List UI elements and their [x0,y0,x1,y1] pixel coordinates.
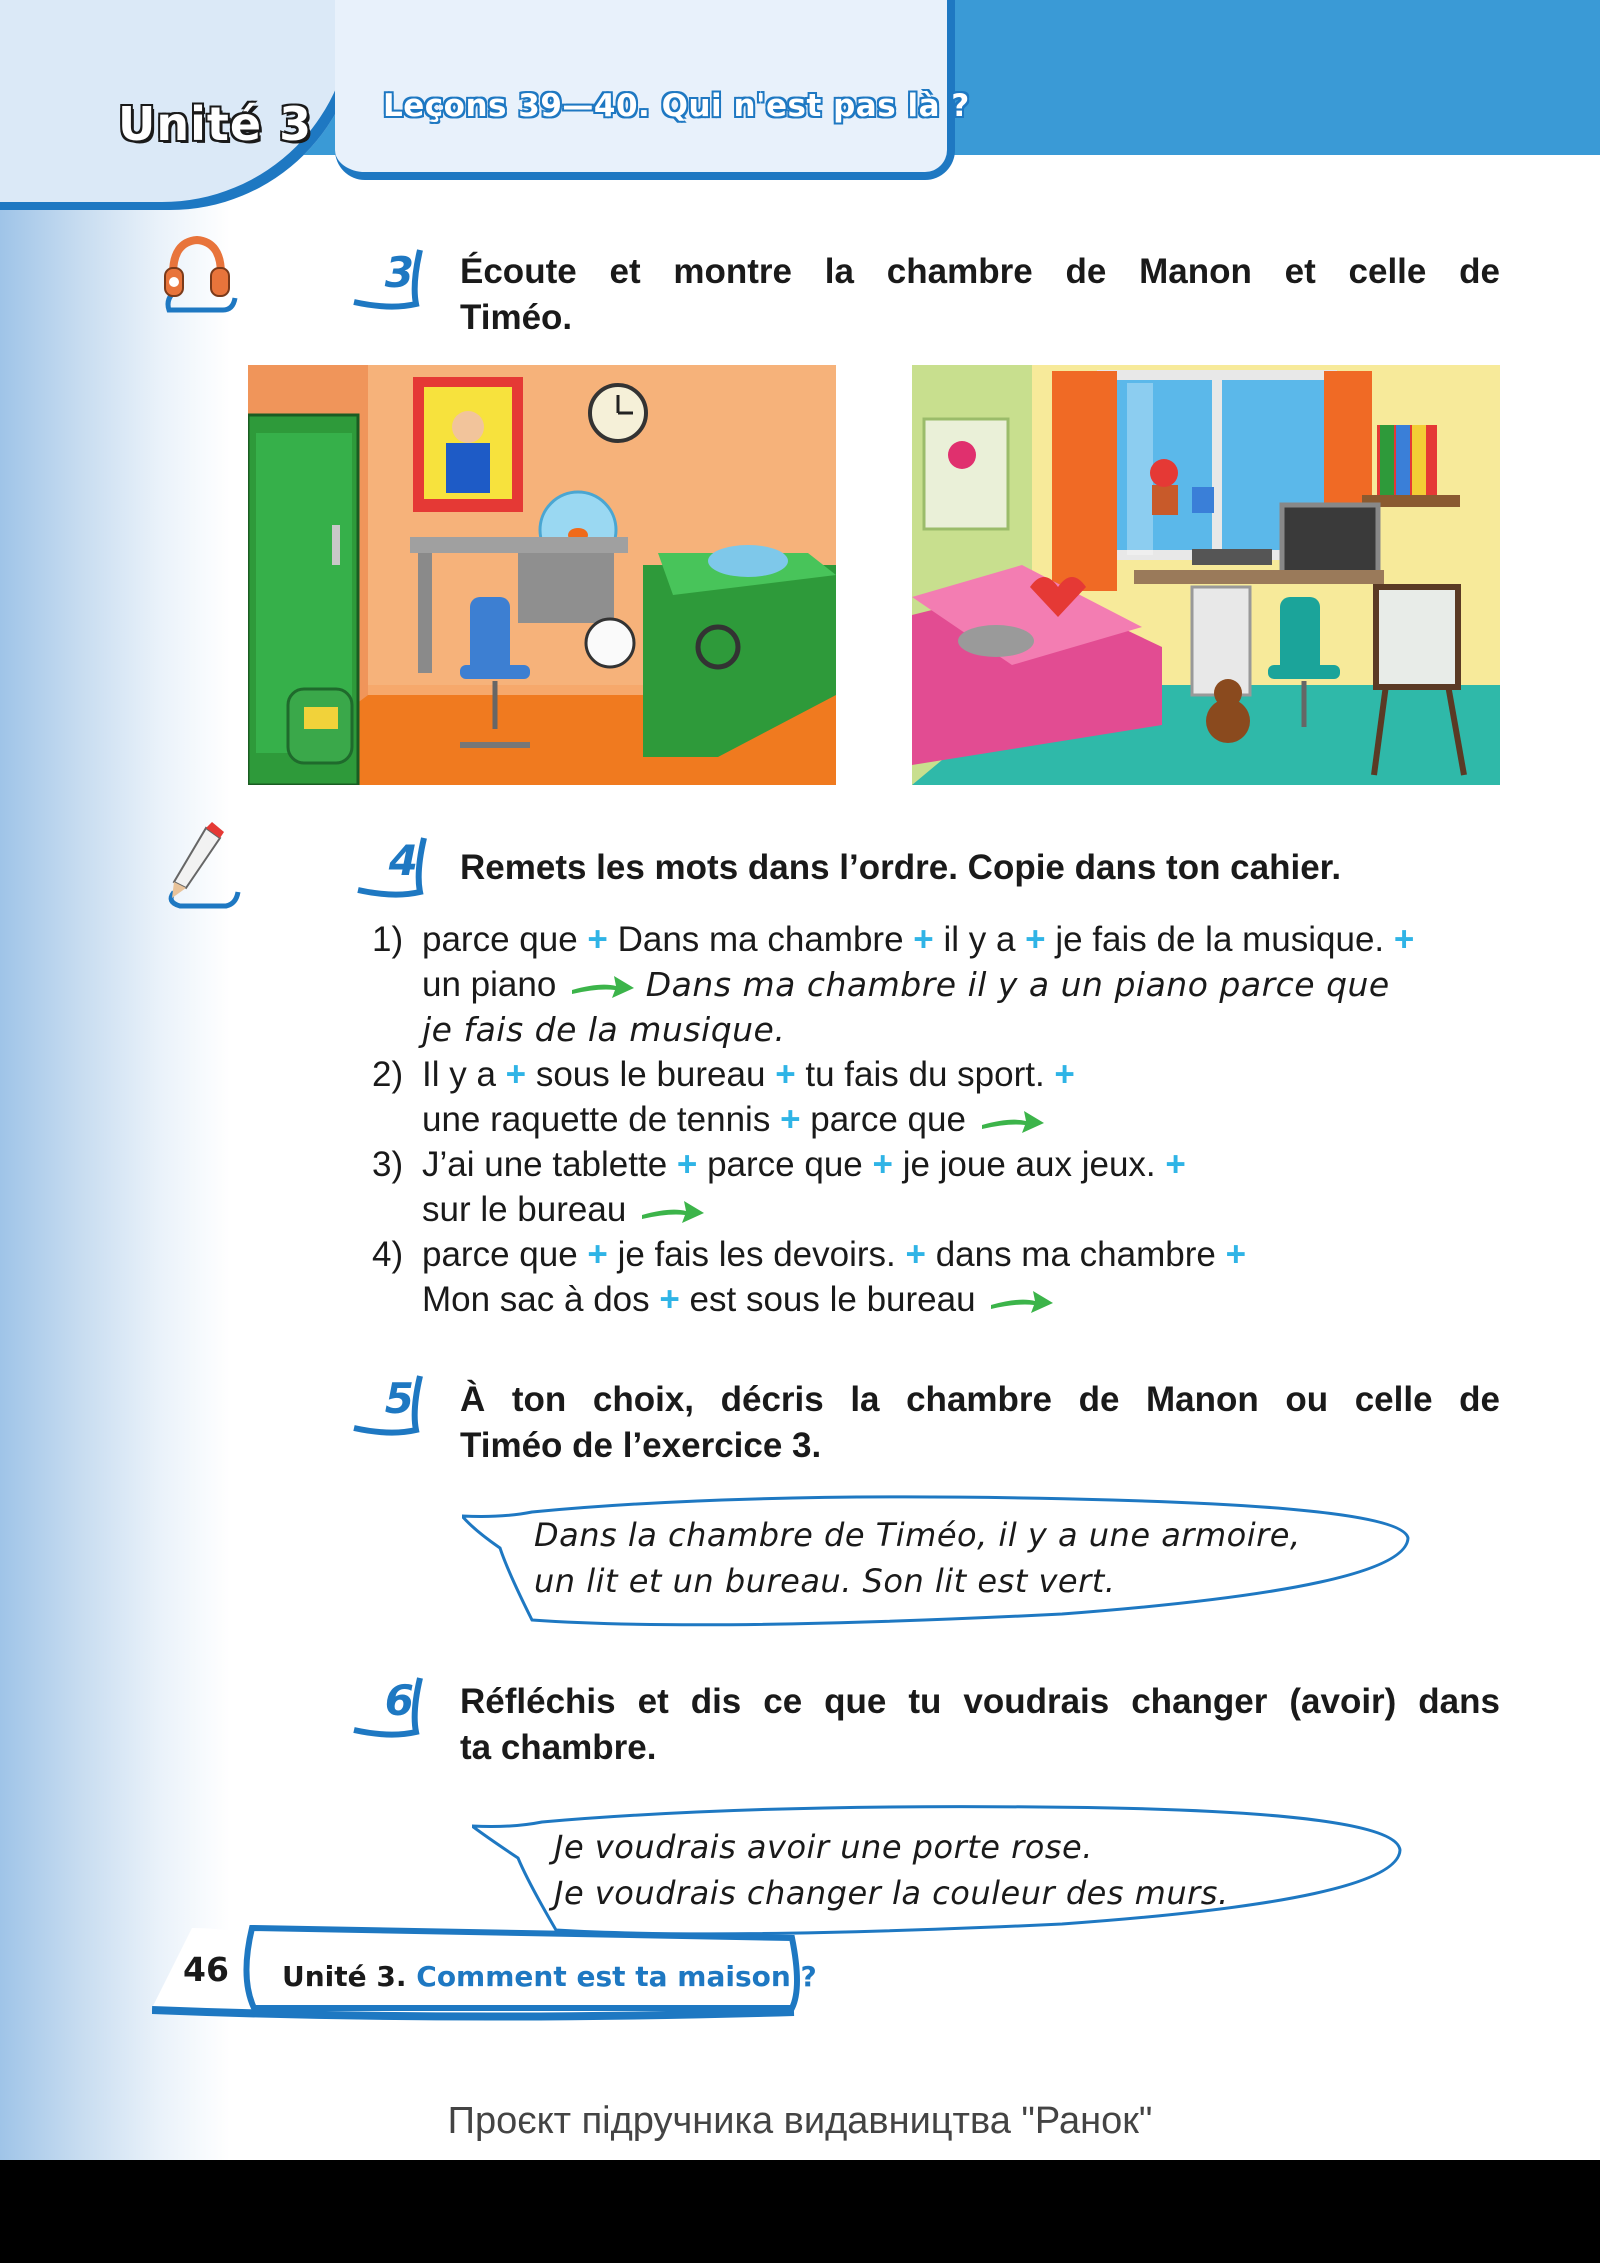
exercise-4-digit: 4 [388,836,418,885]
speech-bubble-ex5 [462,1492,1412,1628]
exercise-5-title-line2: Timéo de l’exercice 3. [460,1426,822,1465]
plus-icon: + [1054,1055,1075,1094]
plus-icon: + [1393,920,1415,959]
pencil-icon [156,820,246,910]
plus-icon: + [505,1055,527,1094]
list-item [372,1232,1502,1322]
exercise-3-digit: 3 [384,248,414,297]
item-number: 4) [372,1235,404,1274]
item-number: 3) [372,1145,404,1184]
plus-icon: + [659,1280,680,1319]
arrow-right-icon [989,1289,1055,1315]
exercise-3-title-line1: Écoute et montre la chambre de Manon et celle de [460,252,1500,291]
word-group: tu fais du sport. [805,1055,1045,1094]
word-group: est sous le bureau [689,1280,976,1319]
plus-icon: + [587,920,608,959]
word-group: je joue aux jeux. [902,1145,1156,1184]
arrow-right-icon [980,1109,1046,1135]
plus-icon: + [913,920,934,959]
word-group: parce que [707,1145,863,1184]
bubble-line: Dans la chambre de Timéo, il y a une armoire, [534,1516,1301,1554]
plus-icon: + [905,1235,926,1274]
footer-unit-label: Unité 3. [282,1960,407,1993]
page-number: 46 [183,1950,229,1989]
plus-icon: + [676,1145,698,1184]
word-group: sur le bureau [422,1190,627,1229]
word-group: il y a [943,920,1016,959]
exercise-6-title-line2: ta chambre. [460,1728,657,1767]
black-margin [0,2160,1600,2263]
manon-room-illustration [912,365,1500,785]
item-number: 1) [372,920,404,959]
exercise-5-number [350,1370,432,1440]
list-item [372,917,1502,1052]
word-group: J’ai une tablette [422,1145,668,1184]
footer-unit-title [282,1960,817,1993]
plus-icon: + [587,1235,608,1274]
list-item [372,1052,1502,1142]
plus-icon: + [1165,1145,1186,1184]
timeo-room-illustration [248,365,836,785]
exercise-4-list [372,917,1502,1322]
word-group: un piano [422,965,557,1004]
plus-icon: + [775,1055,796,1094]
exercise-5-title-line1: À ton choix, décris la chambre de Manon ou celle de [460,1380,1500,1419]
arrow-right-icon [640,1199,706,1225]
list-item [372,1142,1502,1232]
word-group: une raquette de tennis [422,1100,771,1139]
bubble-line: Je voudrais avoir une porte rose. [554,1828,1093,1866]
plus-icon: + [780,1100,801,1139]
example-answer-line1: Dans ma chambre il y a un piano parce que [645,965,1390,1004]
plus-icon: + [1225,1235,1247,1274]
exercise-3-title-line2: Timéo. [460,298,573,337]
exercise-6-title-line1: Réfléchis et dis ce que tu voudrais changer (avoir) dans [460,1682,1500,1721]
exercise-5-digit: 5 [384,1374,414,1423]
bubble-line: Je voudrais changer la couleur des murs. [554,1874,1229,1912]
word-group: Il y a [422,1055,496,1094]
bubble-line: un lit et un bureau. Son lit est vert. [534,1562,1116,1600]
arrow-right-icon [570,974,636,1000]
exercise-3-number [350,244,432,314]
word-group: Dans ma chambre [617,920,904,959]
exercise-6-number [350,1672,432,1742]
word-group: parce que [810,1100,966,1139]
example-answer-line2: je fais de la musique. [422,1010,786,1049]
plus-icon: + [872,1145,893,1184]
exercise-4-number [354,832,436,902]
word-group: parce que [422,1235,578,1274]
word-group: je fais de la musique. [1055,920,1385,959]
headphones-icon [155,228,245,318]
exercise-6-digit: 6 [384,1676,414,1725]
word-group: dans ma chambre [935,1235,1216,1274]
draft-note: Проєкт підручника видавництва "Ранок" [447,2100,1153,2142]
footer-tab [152,1878,802,1958]
word-group: parce que [422,920,578,959]
word-group: sous le bureau [535,1055,766,1094]
footer-unit-name: Comment est ta maison ? [416,1960,817,1993]
unit-badge: Unité 3 [118,97,313,151]
lessons-title: Leçons 39—40. Qui n'est pas là ? [383,88,970,124]
plus-icon: + [1025,920,1046,959]
word-group: Mon sac à dos [422,1280,650,1319]
exercise-4-title: Remets les mots dans l’ordre. Copie dans ton cahier. [460,848,1342,887]
item-number: 2) [372,1055,404,1094]
word-group: je fais les devoirs. [617,1235,896,1274]
